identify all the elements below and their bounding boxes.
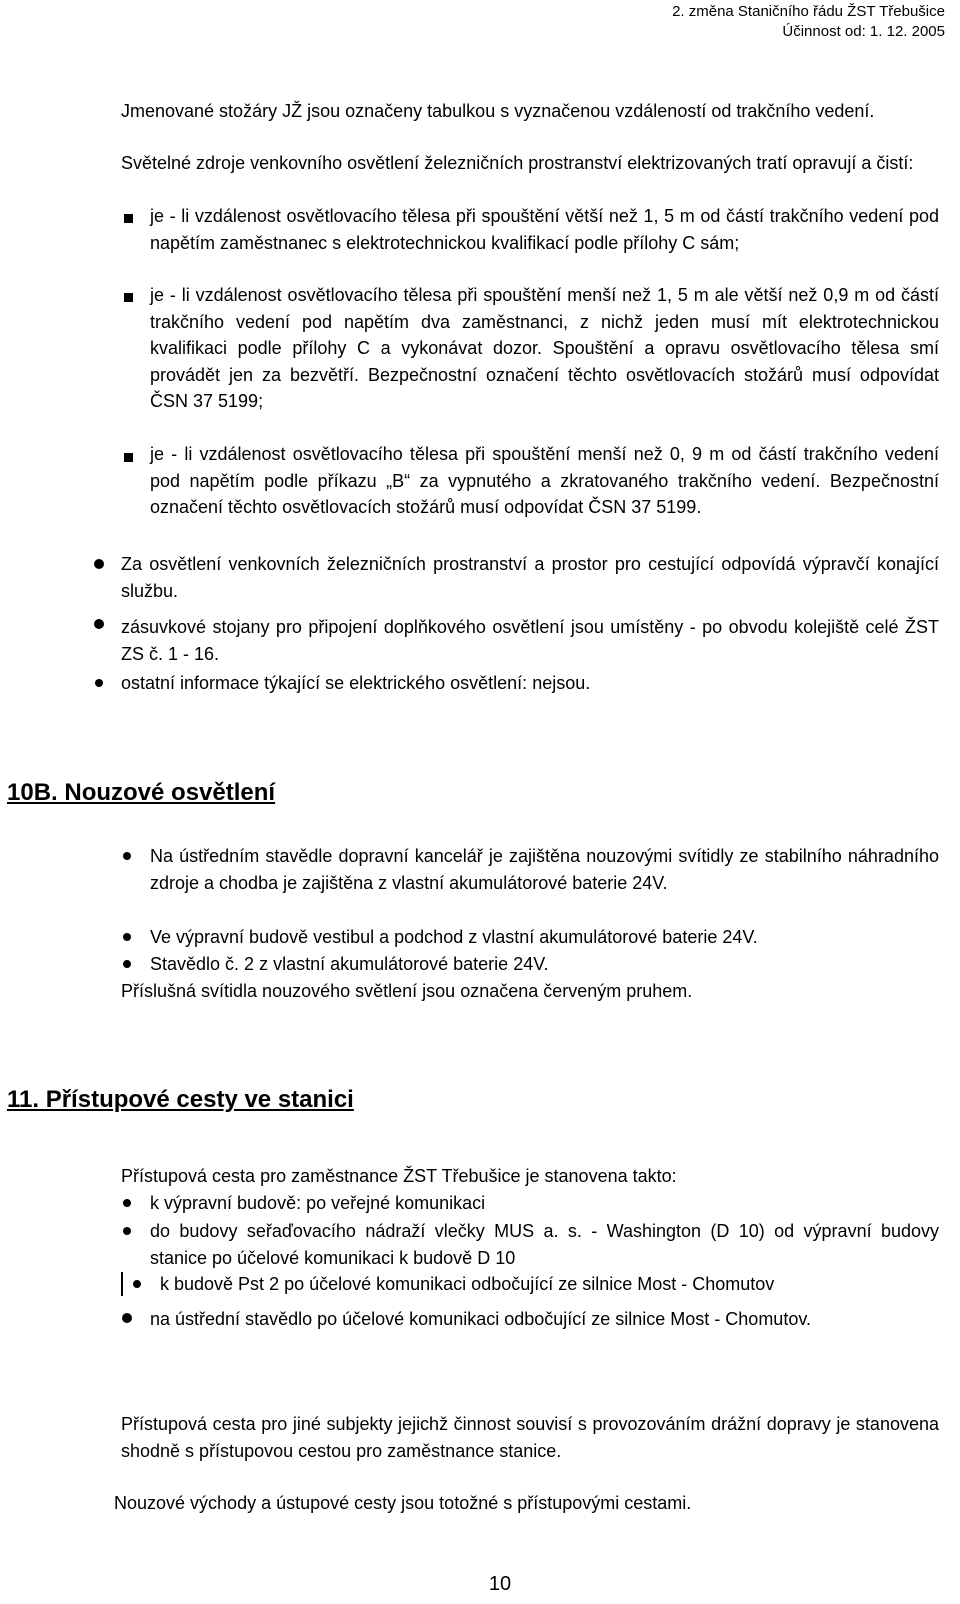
document-header-effective-date: Účinnost od: 1. 12. 2005 — [782, 23, 945, 40]
document-header-title: 2. změna Staničního řádu ŽST Třebušice — [672, 3, 945, 20]
intro-paragraph-masts: Jmenované stožáry JŽ jsou označeny tabulkou s vyznačenou vzdáleností od trakčního vedení. — [121, 101, 875, 121]
revision-bar — [121, 1272, 123, 1296]
square-bullet-icon — [124, 293, 133, 302]
bullet-list-item: Na ústředním stavědle dopravní kancelář je zajištěna nouzovými svítidly ze stabilního náhradního zdroje a chodba je zajištěna z vlastní akumulátorové baterie 24V. — [150, 846, 939, 893]
page-number: 10 — [488, 1573, 512, 1595]
square-list-item: je - li vzdálenost osvětlovacího tělesa při spouštění větší než 1, 5 m od částí trakčního vedení pod napětím zaměstnanec s elektrotechnickou kvalifikací podle přílohy C sám; — [150, 206, 939, 253]
bullet-list-item: Stavědlo č. 2 z vlastní akumulátorové baterie 24V. — [150, 954, 549, 974]
bullet-list-item: na ústřední stavědlo po účelové komunikaci odbočující ze silnice Most - Chomutov. — [150, 1309, 811, 1329]
bullet-list-item: zásuvkové stojany pro připojení doplňkového osvětlení jsou umístěny - po obvodu kolejiště celé ŽST ZS č. 1 - 16. — [121, 617, 939, 664]
emergency-lighting-note: Příslušná svítidla nouzového světlení jsou označena červeným pruhem. — [121, 981, 693, 1001]
bullet-list-item: Za osvětlení venkovních železničních prostranství a prostor pro cestující odpovídá výpravčí konající službu. — [121, 554, 939, 601]
bullet-icon — [123, 1227, 131, 1235]
section-heading-access-routes: 11. Přístupové cesty ve stanici — [7, 1086, 354, 1113]
bullet-icon — [123, 960, 131, 968]
bullet-icon — [94, 559, 104, 569]
bullet-icon — [122, 1313, 132, 1323]
bullet-list-item: k výpravní budově: po veřejné komunikaci — [150, 1193, 486, 1213]
square-bullet-icon — [124, 214, 133, 223]
access-routes-other-subjects: Přístupová cesta pro jiné subjekty jejichž činnost souvisí s provozováním drážní dopravy je stanovena shodně s přístupovou cestou pro zaměstnance stanice. — [121, 1414, 939, 1461]
bullet-icon — [123, 933, 131, 941]
square-bullet-icon — [124, 453, 133, 462]
intro-paragraph-light-sources: Světelné zdroje venkovního osvětlení železničních prostranství elektrizovaných tratí opravují a čistí: — [121, 153, 914, 173]
bullet-list-item: k budově Pst 2 po účelové komunikaci odbočující ze silnice Most - Chomutov — [160, 1274, 775, 1294]
square-list-item: je - li vzdálenost osvětlovacího tělesa při spouštění menší než 0, 9 m od částí trakčního vedení pod napětím podle příkazu „B“ za vypnutého a zkratovaného trakčního vedení. Bezpečnostní označení těchto osvětlovacích stožárů musí odpovídat ČSN 37 5199. — [150, 444, 939, 517]
bullet-icon — [95, 679, 103, 687]
bullet-list-item: ostatní informace týkající se elektrického osvětlení: nejsou. — [121, 673, 591, 693]
emergency-exits-note: Nouzové východy a ústupové cesty jsou totožné s přístupovými cestami. — [114, 1493, 692, 1513]
square-list-item: je - li vzdálenost osvětlovacího tělesa při spouštění menší než 1, 5 m ale větší než 0,9 m od částí trakčního vedení pod napětím dva zaměstnanci, z nichž jeden musí mít elektrotechnickou kvalifikaci podle přílohy C a vykonávat dozor. Spouštění a opravu osvětlovacího tělesa smí provádět jen za bezvětří. Bezpečnostní označení těchto osvětlovacích stožárů musí odpovídat ČSN 37 5199; — [150, 285, 939, 411]
bullet-icon — [123, 852, 131, 860]
section-heading-emergency-lighting: 10B. Nouzové osvětlení — [7, 779, 276, 806]
bullet-list-item: Ve výpravní budově vestibul a podchod z vlastní akumulátorové baterie 24V. — [150, 927, 758, 947]
bullet-icon — [133, 1280, 141, 1288]
access-routes-intro: Přístupová cesta pro zaměstnance ŽST Třebušice je stanovena takto: — [121, 1166, 677, 1186]
bullet-list-item: do budovy seřaďovacího nádraží vlečky MUS a. s. - Washington (D 10) od výpravní budovy stanice po účelové komunikaci k budově D 10 — [150, 1221, 939, 1268]
bullet-icon — [123, 1199, 131, 1207]
bullet-icon — [94, 619, 104, 629]
